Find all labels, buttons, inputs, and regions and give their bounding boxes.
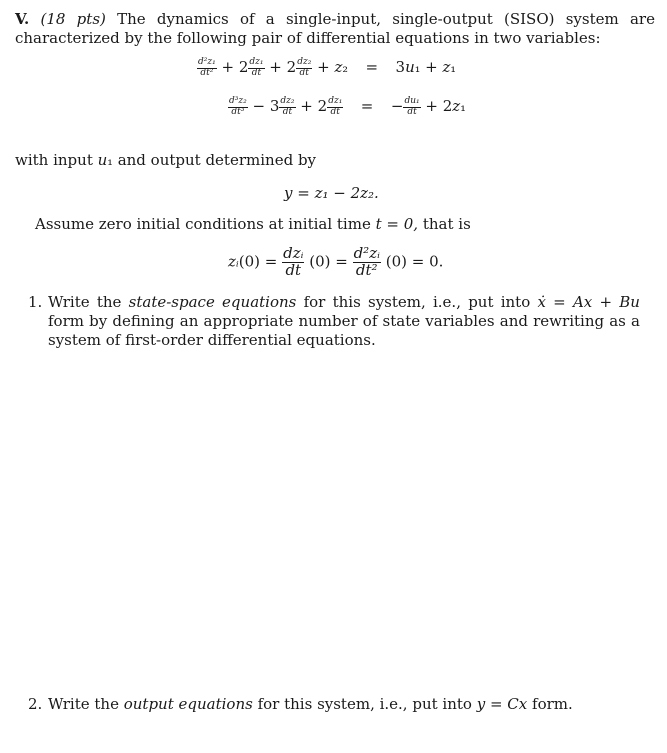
equation-2: $\frac{\text{d³z₂}}{\text{dt³}}$ − 3 $\frac{\text{dz₂}}{dt}$ + 2 $\frac{\text{dz₁}}{dt}$ = − $\frac{\text{du₁}}{dt}$ + 2z₁: [229, 96, 466, 117]
question-2: [28, 695, 640, 714]
with-input-line: with input u₁ and output determined by: [15, 151, 317, 169]
with-input-tail: and output determined by: [117, 151, 317, 169]
question-formula: y = Cx: [476, 695, 528, 713]
question-text: Write the: [48, 695, 119, 713]
ic-tail: (0) = 0.: [385, 252, 444, 271]
assume-time: t = 0,: [375, 215, 419, 233]
question-text: form.: [532, 695, 573, 713]
problem-intro: [15, 10, 655, 48]
question-number: 2.: [28, 695, 43, 713]
with-input-text: with input: [15, 151, 93, 169]
equation-1: $\frac{\text{d²z₁}}{\text{dt²}}$ + 2 $\frac{\text{dz₁}}{dt}$ + 2 $\frac{\text{dz₂}}{dt}$ + z₂ = 3u₁ + z₁: [198, 57, 457, 78]
question-text: Write the: [48, 293, 122, 311]
question-text: for this system, i.e., put into: [303, 293, 531, 311]
question-emphasis: output equations: [123, 695, 253, 713]
problem-points: (18 pts): [40, 10, 106, 28]
assume-line: [35, 215, 471, 234]
initial-conditions: zᵢ(0) = $\frac{\text{dzᵢ}}{dt}$ (0) = $\frac{\text{d²zᵢ}}{\text{dt²}}$ (0) = 0.: [228, 244, 444, 279]
question-emphasis: state-space equations: [128, 293, 297, 311]
assume-text: Assume zero initial conditions at initial time: [35, 215, 371, 233]
question-text: for this system, i.e., put into: [257, 695, 472, 713]
question-1: [28, 293, 640, 350]
output-equation: y = z₁ − 2z₂.: [284, 184, 379, 202]
problem-label: V.: [15, 10, 30, 28]
assume-tail: that is: [422, 215, 471, 233]
question-number: 1.: [28, 293, 43, 311]
problem-intro-text: The dynamics of a single-input, single-output (SISO) system are characterized by the following pair of differential equations in two variables:: [15, 10, 655, 47]
question-text: form by defining an appropriate number of state variables and rewriting as a system of first-order differential equations.: [48, 312, 640, 349]
question-formula: ẋ = Ax + Bu: [537, 293, 640, 311]
